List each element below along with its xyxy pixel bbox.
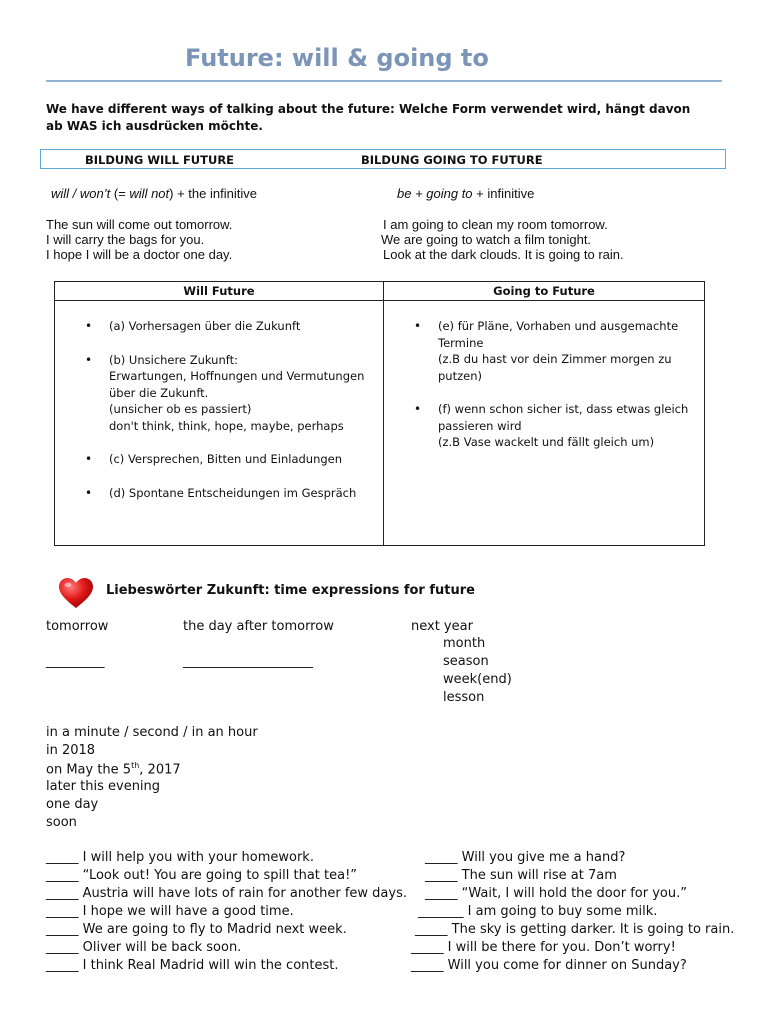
- exercise-sentence: _____ I hope we will have a good time.: [46, 904, 294, 919]
- bullet-icon: •: [414, 319, 422, 333]
- usage-item-line: über die Zukunft.: [109, 385, 209, 400]
- usage-item: [55, 352, 383, 435]
- time-expression: lesson: [443, 690, 485, 705]
- usage-table: [54, 281, 705, 546]
- usage-item-line: (b) Unsichere Zukunft:: [109, 352, 238, 367]
- exercise-sentence: _____ I think Real Madrid will win the contest.: [46, 958, 339, 973]
- time-expression: tomorrow: [46, 619, 109, 634]
- exercise-sentence: _____ Will you come for dinner on Sunday?: [411, 958, 687, 973]
- going-future-header: Going to Future: [384, 282, 705, 301]
- usage-item-line: Termine: [438, 335, 484, 350]
- will-usage-list: [55, 301, 383, 501]
- time-expression: soon: [46, 815, 77, 830]
- going-example: I am going to clean my room tomorrow.: [383, 217, 608, 232]
- blank-line: _________: [46, 654, 105, 669]
- usage-item-line: (c) Versprechen, Bitten und Einladungen: [109, 452, 343, 466]
- exercise-sentence: _____ Oliver will be back soon.: [46, 940, 242, 955]
- exercise-sentence: _____ I will help you with your homework.: [46, 850, 314, 865]
- time-expression: next year: [411, 619, 473, 634]
- going-example: Look at the dark clouds. It is going to rain.: [383, 247, 624, 262]
- usage-item-line: (e) für Pläne, Vorhaben und ausgemachte: [438, 319, 679, 333]
- usage-item-line: putzen): [438, 368, 482, 383]
- exercise-sentence: _____ I will be there for you. Don’t worry!: [411, 940, 676, 955]
- bullet-icon: •: [85, 452, 93, 466]
- will-example: The sun will come out tomorrow.: [46, 217, 233, 232]
- love-words-title: Liebeswörter Zukunft: time expressions for future: [106, 583, 475, 598]
- usage-item-line: Erwartungen, Hoffnungen und Vermutungen: [109, 369, 365, 383]
- bildung-will-label: BILDUNG WILL FUTURE: [85, 153, 235, 167]
- usage-item: [384, 318, 704, 384]
- usage-item: [384, 401, 704, 451]
- time-expression: in 2018: [46, 743, 96, 758]
- blank-line: ____________________: [183, 654, 313, 669]
- exercise-sentence: _____ “Wait, I will hold the door for you.”: [425, 886, 687, 901]
- usage-item-line: passieren wird: [438, 418, 522, 433]
- usage-item: [55, 318, 383, 335]
- exercise-sentence: _______ I am going to buy some milk.: [418, 904, 658, 919]
- will-future-cell: [55, 301, 384, 546]
- exercise-sentence: _____ We are going to fly to Madrid next week.: [46, 922, 347, 937]
- will-formula: will / won’t (= will not) + the infinitive: [51, 186, 257, 201]
- time-expression: season: [443, 654, 489, 669]
- time-expression: the day after tomorrow: [183, 619, 334, 634]
- will-future-header: Will Future: [55, 282, 384, 301]
- going-usage-list: [384, 301, 704, 451]
- going-formula: be + going to + infinitive: [397, 186, 535, 201]
- usage-item-line: (a) Vorhersagen über die Zukunft: [109, 319, 301, 333]
- exercise-sentence: _____ Will you give me a hand?: [425, 850, 626, 865]
- time-expression: month: [443, 636, 486, 651]
- page-title: Future: will & going to: [185, 44, 489, 72]
- usage-item-line: (d) Spontane Entscheidungen im Gespräch: [109, 485, 357, 500]
- usage-item-line: (unsicher ob es passiert): [109, 402, 252, 416]
- going-future-cell: [384, 301, 705, 546]
- title-divider: [46, 80, 722, 82]
- will-example: I hope I will be a doctor one day.: [46, 247, 233, 262]
- exercise-sentence: _____ Austria will have lots of rain for another few days.: [46, 886, 407, 901]
- going-example: We are going to watch a film tonight.: [381, 232, 592, 247]
- intro-text: We have different ways of talking about the future: Welche Form verwendet wird, hängt davon ab WAS ich ausdrücken möchte.: [46, 102, 691, 133]
- bullet-icon: •: [85, 485, 93, 500]
- time-expression: one day: [46, 797, 99, 812]
- usage-item-line: (f) wenn schon sicher ist, dass etwas gleich: [438, 402, 689, 416]
- will-example: I will carry the bags for you.: [46, 232, 205, 247]
- time-expression: later this evening: [46, 779, 161, 794]
- usage-item-line: (z.B du hast vor dein Zimmer morgen zu: [438, 352, 672, 366]
- usage-item: [55, 451, 383, 468]
- bullet-icon: •: [85, 352, 93, 367]
- usage-item: [55, 485, 383, 502]
- exercise-sentence: _____ “Look out! You are going to spill that tea!”: [46, 868, 358, 883]
- time-expression: in a minute / second / in an hour: [46, 725, 258, 740]
- exercise-sentence: _____ The sky is getting darker. It is going to rain.: [415, 922, 735, 937]
- heart-icon: [58, 577, 94, 609]
- bullet-icon: •: [85, 319, 93, 333]
- exercise-sentence: _____ The sun will rise at 7am: [425, 868, 617, 883]
- bildung-going-label: BILDUNG GOING TO FUTURE: [361, 153, 543, 167]
- time-expression: week(end): [443, 672, 512, 687]
- usage-item-line: don't think, think, hope, maybe, perhaps: [109, 418, 344, 433]
- time-expression-date: on May the 5th, 2017: [46, 761, 181, 778]
- bullet-icon: •: [414, 402, 422, 416]
- usage-item-line: (z.B Vase wackelt und fällt gleich um): [438, 435, 655, 449]
